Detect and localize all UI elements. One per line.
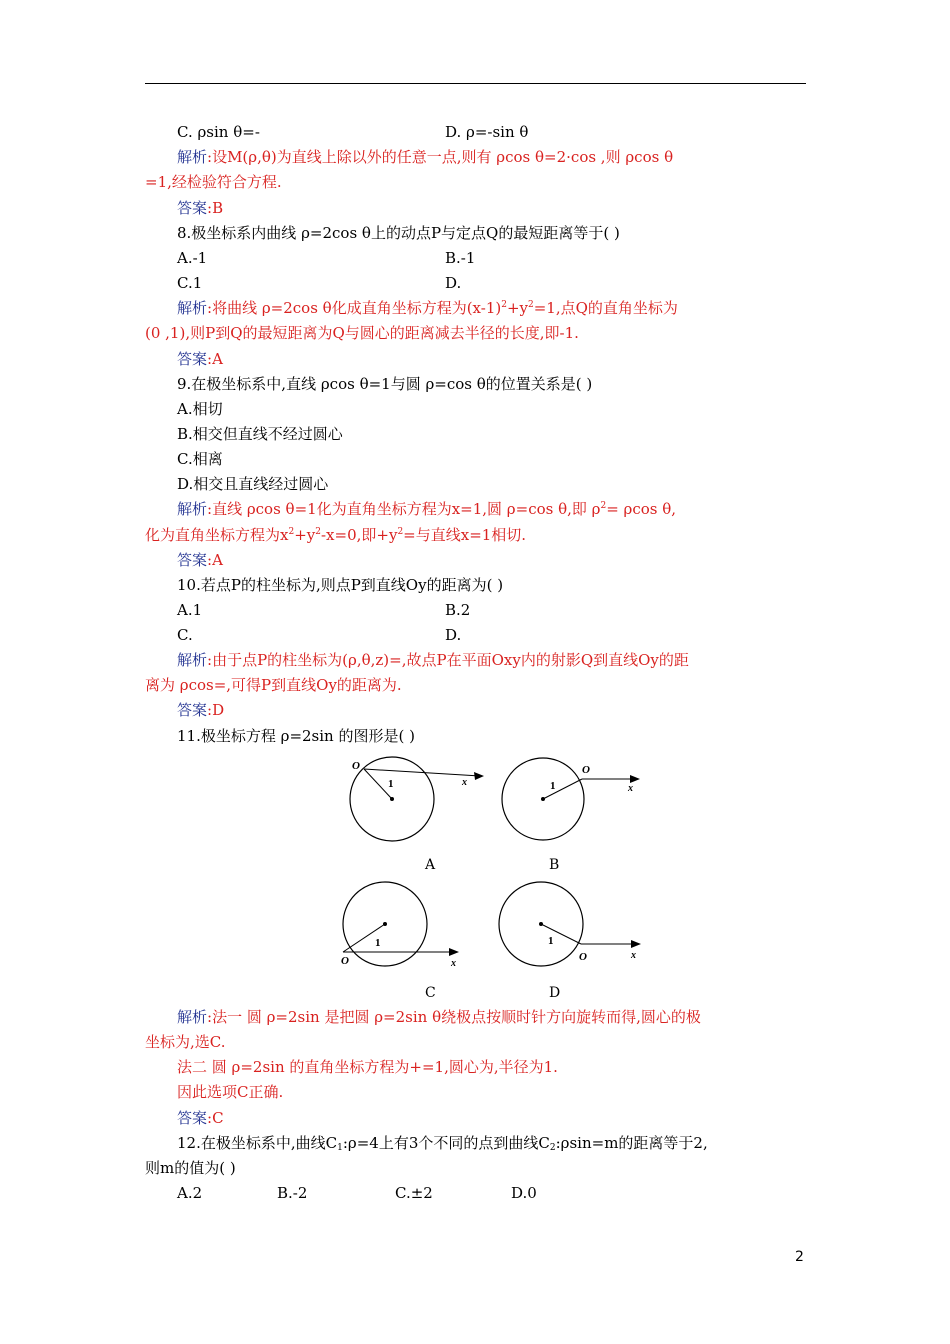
figure-b-center (541, 797, 545, 801)
q10-option-a: A.1 (177, 601, 203, 619)
figure-b-caption: B (549, 857, 560, 873)
figure-a-arrow (474, 772, 484, 780)
q9-option-a: A.相切 (177, 400, 223, 418)
q9-option-c: C.相离 (177, 450, 223, 468)
q12-stem-line1: 12.在极坐标系中,曲线$C_1:\rho=4$上有3个不同的点到曲线$C_2:\rho\sin=m$的距离等于2, (177, 1134, 708, 1153)
q11-stem: 11.极坐标方程 ρ=2sin 的图形是( ) (177, 727, 415, 745)
q11-analysis-line1: 解析:法一 圆 ρ=2sin 是把圆 ρ=2sin θ绕极点按顺时针方向旋转而得,圆心的极 (177, 1008, 701, 1026)
q8-stem: 8.极坐标系内曲线 ρ=2cos θ上的动点P与定点Q的最短距离等于( ) (177, 224, 620, 242)
figure-c (335, 880, 485, 975)
q12-option-b: B.-2 (277, 1184, 308, 1202)
figure-a-center (390, 797, 394, 801)
figure-a (340, 755, 490, 850)
q12-option-d: D.0 (511, 1184, 537, 1202)
figure-d-label-o: O (579, 951, 587, 963)
figure-b-arrow (630, 775, 640, 783)
q10-stem: 10.若点P的柱坐标为,则点P到直线Oy的距离为( ) (177, 576, 504, 594)
figure-c-label-x: x (451, 958, 456, 969)
q11-analysis-line3: 法二 圆 ρ=2sin 的直角坐标方程为+=1,圆心为,半径为1. (177, 1058, 558, 1076)
q9-answer: 答案:A (177, 551, 223, 569)
page-number: 2 (795, 1249, 804, 1265)
figure-c-caption: C (425, 985, 436, 1001)
q8-option-d: D. (445, 274, 462, 292)
q7-analysis-line2: =1,经检验符合方程. (145, 173, 282, 191)
figure-d (493, 880, 653, 975)
figure-c-label-1: 1 (375, 937, 381, 949)
q10-option-b: B.2 (445, 601, 471, 619)
q12-stem-line2: 则m的值为( ) (145, 1159, 236, 1177)
figure-d-center (539, 922, 543, 926)
figure-b-label-1: 1 (550, 780, 556, 792)
figure-d-arrow (631, 940, 641, 948)
q8-option-a: A.-1 (177, 249, 208, 267)
figure-d-label-1: 1 (548, 935, 554, 947)
header-rule (145, 83, 806, 84)
q10-answer: 答案:D (177, 701, 225, 719)
q9-analysis-line1: 解析:直线 ρcos θ=1化为直角坐标方程为x=1,圆 ρ=cos θ,即 $\rho^2= \rho\cos$ θ, (177, 500, 677, 518)
q7-option-d: D. ρ=-sin θ (445, 123, 529, 141)
figure-a-caption: A (425, 857, 436, 873)
figure-c-arrow (449, 948, 459, 956)
figure-b-label-o: O (582, 764, 590, 776)
figure-c-label-o: O (341, 955, 349, 967)
figure-b (500, 755, 650, 850)
q8-option-c: C.1 (177, 274, 203, 292)
figure-b-radius (543, 779, 582, 799)
figure-d-label-x: x (631, 950, 636, 961)
q8-analysis-line1: 解析:将曲线 ρ=2cos θ化成直角坐标方程为$(x-1)^2+y^2=1$,点Q的直角坐标为 (177, 299, 678, 317)
q10-option-d: D. (445, 626, 462, 644)
q10-analysis-line1: 解析:由于点P的柱坐标为(ρ,θ,z)=,故点P在平面Oxy内的射影Q到直线Oy的距 (177, 651, 689, 669)
figure-a-label-x: x (462, 777, 467, 788)
q9-option-b: B.相交但直线不经过圆心 (177, 425, 343, 443)
q7-option-c: C. ρsin θ=- (177, 123, 260, 141)
q7-answer: 答案:B (177, 199, 224, 217)
figure-c-center (383, 922, 387, 926)
figure-a-label-1: 1 (388, 778, 394, 790)
q10-analysis-line2: 离为 ρcos=,可得P到直线Oy的距离为. (145, 676, 402, 694)
q9-stem: 9.在极坐标系中,直线 ρcos θ=1与圆 ρ=cos θ的位置关系是( ) (177, 375, 593, 393)
q12-option-a: A.2 (177, 1184, 203, 1202)
q9-option-d: D.相交且直线经过圆心 (177, 475, 329, 493)
figure-d-radius (541, 924, 581, 944)
q8-answer: 答案:A (177, 350, 223, 368)
figure-d-caption: D (549, 985, 561, 1001)
q9-analysis-line2: 化为直角坐标方程为$x^2+y^2-x=0$,即$+y^2=$与直线x=1相切. (145, 526, 527, 544)
q7-analysis-line1: 解析:设M(ρ,θ)为直线上除以外的任意一点,则有 ρcos θ=2·cos ,则 ρcos θ (177, 148, 674, 166)
q10-option-c: C. (177, 626, 193, 644)
q11-answer: 答案:C (177, 1109, 224, 1127)
q12-option-c: C.±2 (395, 1184, 433, 1202)
figure-a-label-o: O (352, 760, 360, 772)
q8-option-b: B.-1 (445, 249, 476, 267)
q8-analysis-line2: (0 ,1),则P到Q的最短距离为Q与圆心的距离减去半径的长度,即-1. (145, 324, 579, 342)
figure-b-label-x: x (628, 783, 633, 794)
q11-analysis-line4: 因此选项C正确. (177, 1083, 284, 1101)
q11-analysis-line2: 坐标为,选C. (145, 1033, 226, 1051)
